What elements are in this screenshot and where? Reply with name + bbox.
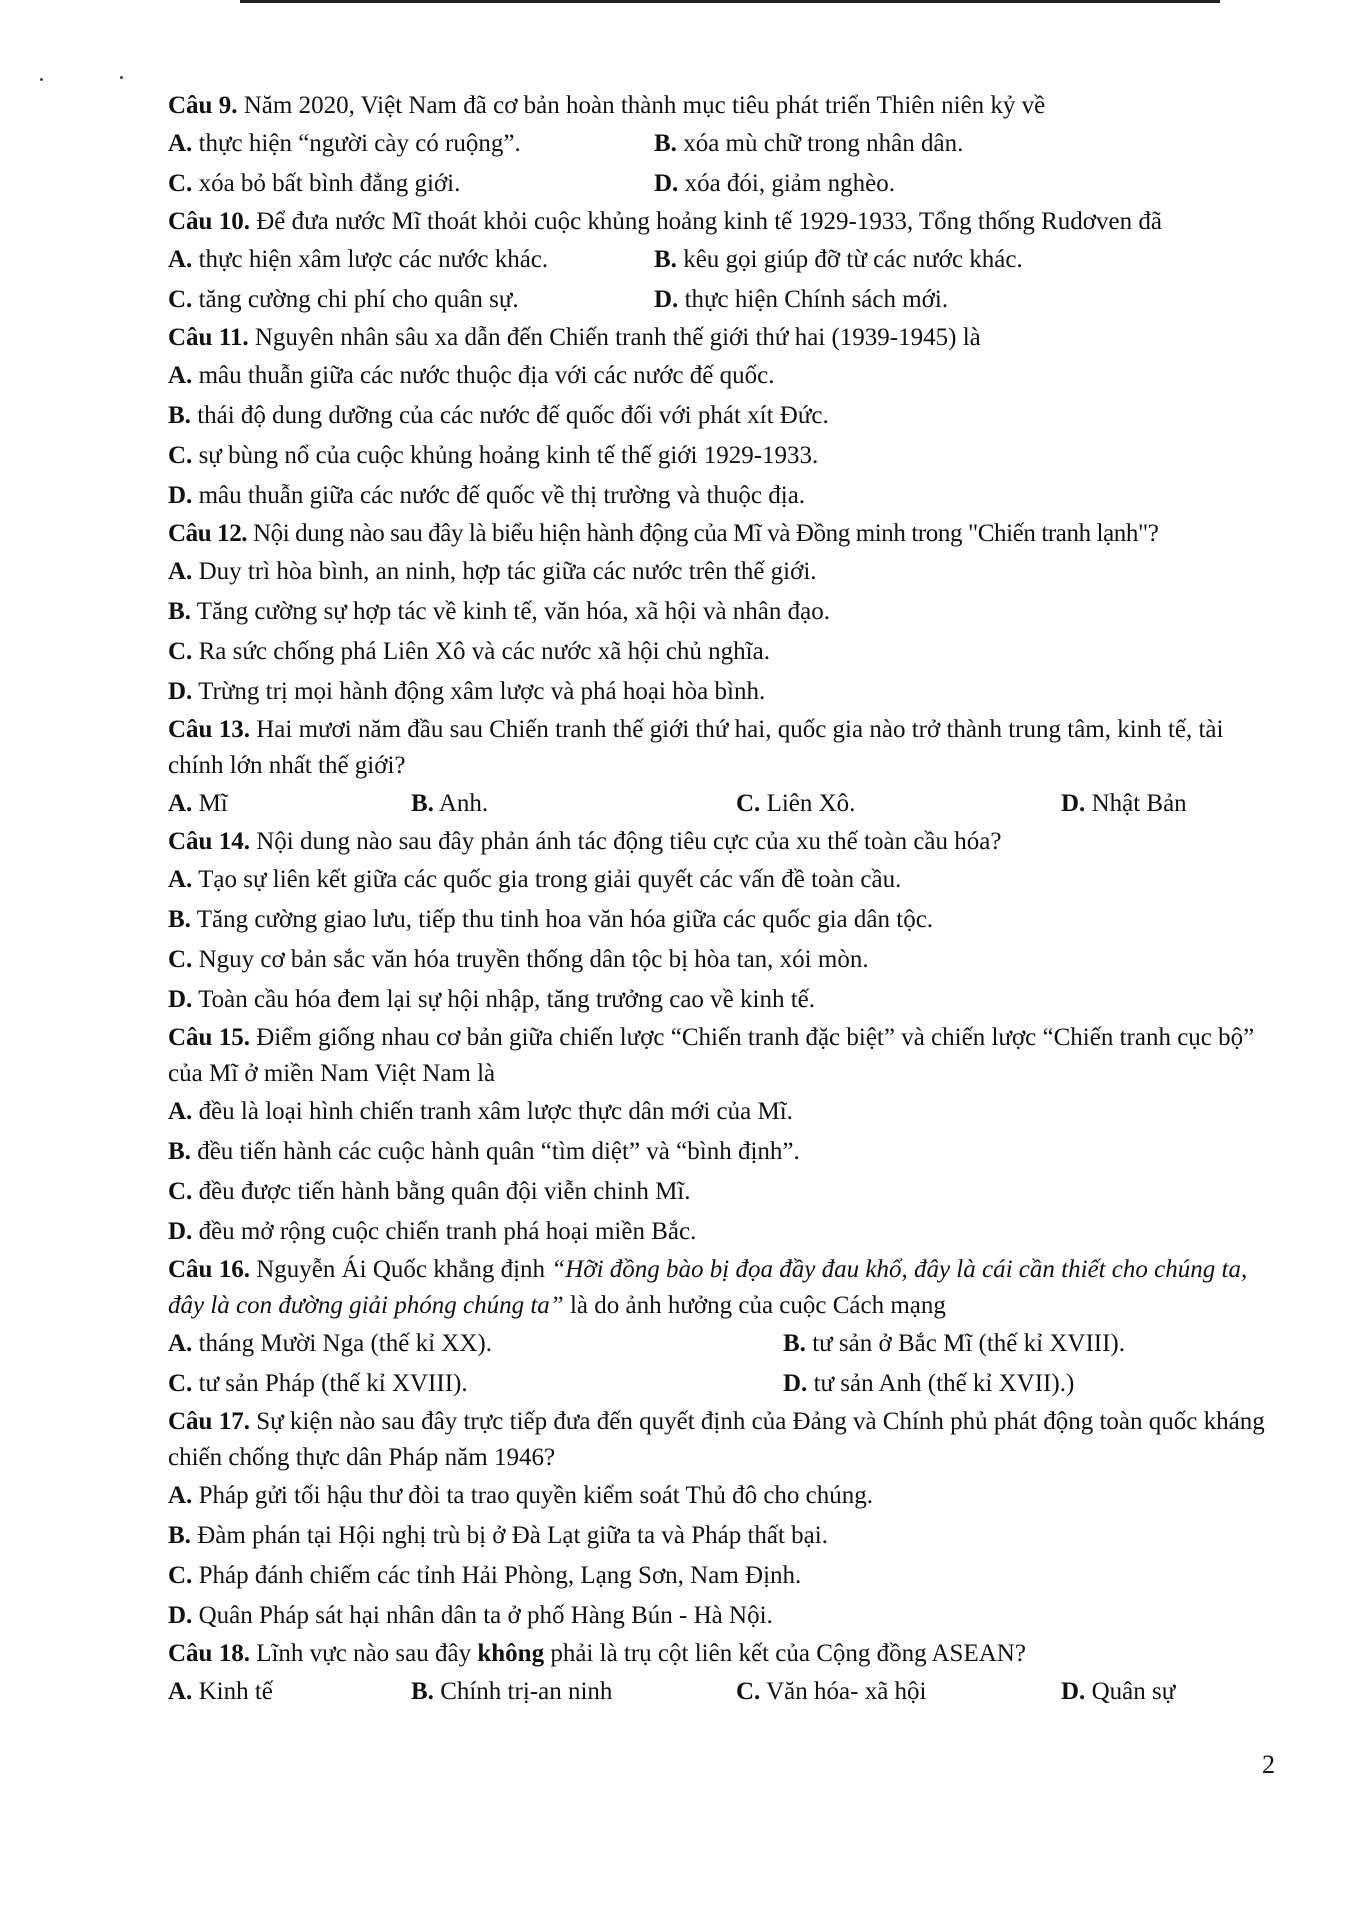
option-d: [168, 980, 1278, 1020]
option-text: Nhật Bản: [1091, 790, 1187, 817]
option-letter: D.: [654, 170, 679, 197]
option-letter: D.: [783, 1370, 808, 1397]
option-letter: C.: [168, 638, 193, 665]
option-text: Ra sức chống phá Liên Xô và các nước xã hội chủ nghĩa.: [198, 638, 770, 665]
option-letter: B.: [168, 598, 191, 625]
option-text: kêu gọi giúp đỡ từ các nước khác.: [683, 246, 1023, 273]
option-text: Tạo sự liên kết giữa các quốc gia trong giải quyết các vấn đề toàn cầu.: [198, 866, 902, 893]
question-stem: [168, 824, 1278, 860]
option-letter: D.: [168, 1602, 193, 1629]
option-letter: D.: [654, 286, 679, 313]
option-letter: D.: [168, 482, 193, 509]
question-text: Nội dung nào sau đây là biểu hiện hành động của Mĩ và Đồng minh trong "Chiến tranh lạnh"?: [253, 520, 1159, 547]
option-letter: A.: [168, 1098, 193, 1125]
option-c: [168, 632, 1278, 672]
option-text: thái độ dung dưỡng của các nước đế quốc đối với phát xít Đức.: [197, 402, 829, 429]
question-stem: [168, 204, 1278, 240]
option-letter: A.: [168, 1482, 193, 1509]
question-14: [168, 824, 1278, 1020]
question-text: Hai mươi năm đầu sau Chiến tranh thế giới thứ hai, quốc gia nào trở thành trung tâm, kinh tế, tài chính lớn nhất thế giới?: [168, 716, 1224, 779]
option-text: xóa đói, giảm nghèo.: [684, 170, 895, 197]
option-text: tháng Mười Nga (thế kỉ XX).: [198, 1330, 492, 1357]
option-letter: A.: [168, 866, 193, 893]
option-text: xóa bỏ bất bình đẳng giới.: [198, 170, 461, 197]
option-d: [1061, 784, 1187, 824]
option-text: tăng cường chi phí cho quân sự.: [198, 286, 519, 313]
question-stem: [168, 88, 1278, 124]
option-letter: A.: [168, 246, 193, 273]
question-text: Năm 2020, Việt Nam đã cơ bản hoàn thành mục tiêu phát triển Thiên niên kỷ về: [243, 92, 1046, 119]
option-d: [654, 164, 895, 204]
question-text: Lĩnh vực nào sau đây: [256, 1640, 478, 1667]
option-letter: C.: [168, 1370, 193, 1397]
option-a: [168, 1092, 1278, 1132]
question-stem: [168, 1404, 1278, 1476]
option-c: [168, 164, 654, 204]
option-text: Văn hóa- xã hội: [766, 1678, 927, 1705]
option-text: sự bùng nổ của cuộc khủng hoảng kinh tế thế giới 1929-1933.: [198, 442, 819, 469]
option-text: Kinh tế: [198, 1678, 273, 1705]
option-letter: A.: [168, 130, 193, 157]
option-a: [168, 124, 654, 164]
question-label: Câu 11.: [168, 324, 249, 351]
option-b: [783, 1324, 1125, 1364]
option-c: [168, 940, 1278, 980]
option-letter: B.: [168, 1138, 191, 1165]
question-stem: [168, 1636, 1278, 1672]
question-stem: [168, 1252, 1278, 1324]
option-b: [411, 1672, 736, 1712]
option-a: [168, 784, 411, 824]
option-letter: C.: [168, 170, 193, 197]
question-stem: [168, 712, 1278, 784]
option-text: Quân Pháp sát hại nhân dân ta ở phố Hàng Bún - Hà Nội.: [198, 1602, 773, 1629]
option-text: Liên Xô.: [766, 790, 856, 817]
option-d: [168, 672, 1278, 712]
option-text: Mĩ: [198, 790, 228, 817]
option-d: [654, 280, 948, 320]
option-letter: D.: [1061, 1678, 1086, 1705]
option-c: [736, 1672, 1061, 1712]
question-12: [168, 516, 1278, 712]
option-d: [1061, 1672, 1175, 1712]
question-label: Câu 17.: [168, 1408, 250, 1435]
option-letter: C.: [168, 286, 193, 313]
option-text: Chính trị-an ninh: [440, 1678, 613, 1705]
option-text: Duy trì hòa bình, an ninh, hợp tác giữa các nước trên thế giới.: [198, 558, 817, 585]
question-label: Câu 13.: [168, 716, 250, 743]
question-13: [168, 712, 1278, 824]
option-letter: B.: [654, 246, 677, 273]
question-text: là do ảnh hưởng của cuộc Cách mạng: [563, 1292, 946, 1319]
question-10: [168, 204, 1278, 320]
option-d: [168, 1596, 1278, 1636]
scan-speck: [120, 76, 123, 79]
option-text: Nguy cơ bản sắc văn hóa truyền thống dân tộc bị hòa tan, xói mòn.: [198, 946, 869, 973]
question-label: Câu 12.: [168, 520, 248, 547]
question-sheet: [168, 88, 1278, 1712]
option-text: Toàn cầu hóa đem lại sự hội nhập, tăng trưởng cao về kinh tế.: [198, 986, 815, 1013]
question-quote: “Hỡi đồng bào bị đọa đầy đau khổ, đây là cái cần thiết cho chúng ta, đây là con đường giải phóng chúng ta”: [168, 1256, 1248, 1319]
question-stem: [168, 320, 1278, 356]
question-text: Nguyên nhân sâu xa dẫn đến Chiến tranh thế giới thứ hai (1939-1945) là: [254, 324, 981, 351]
option-letter: B.: [168, 402, 191, 429]
option-b: [168, 396, 1278, 436]
option-a: [168, 1672, 411, 1712]
question-emphasis: không: [477, 1640, 545, 1667]
option-text: Pháp gửi tối hậu thư đòi ta trao quyền kiểm soát Thủ đô cho chúng.: [198, 1482, 874, 1509]
option-text: Pháp đánh chiếm các tỉnh Hải Phòng, Lạng Sơn, Nam Định.: [198, 1562, 802, 1589]
option-letter: B.: [411, 1678, 434, 1705]
option-text: thực hiện “người cày có ruộng”.: [198, 130, 521, 157]
option-b: [411, 784, 736, 824]
option-text: Anh.: [438, 790, 489, 817]
option-letter: C.: [736, 1678, 761, 1705]
option-d: [168, 1212, 1278, 1252]
question-label: Câu 9.: [168, 92, 238, 119]
question-stem: [168, 516, 1278, 552]
question-text: Sự kiện nào sau đây trực tiếp đưa đến quyết định của Đảng và Chính phủ phát động toàn quốc kháng chiến chống thực dân Pháp năm 1946?: [168, 1408, 1265, 1471]
question-text: Nội dung nào sau đây phản ánh tác động tiêu cực của xu thế toàn cầu hóa?: [256, 828, 1002, 855]
option-letter: C.: [168, 1178, 193, 1205]
option-text: Trừng trị mọi hành động xâm lược và phá hoại hòa bình.: [198, 678, 766, 705]
option-letter: D.: [1061, 790, 1086, 817]
option-a: [168, 240, 654, 280]
option-a: [168, 552, 1278, 592]
question-text: Để đưa nước Mĩ thoát khỏi cuộc khủng hoảng kinh tế 1929-1933, Tổng thống Rudơven đã: [256, 208, 1162, 235]
question-17: [168, 1404, 1278, 1636]
option-a: [168, 1476, 1278, 1516]
question-15: [168, 1020, 1278, 1252]
option-c: [168, 1172, 1278, 1212]
option-b: [654, 124, 963, 164]
option-text: đều là loại hình chiến tranh xâm lược thực dân mới của Mĩ.: [198, 1098, 793, 1125]
question-label: Câu 16.: [168, 1256, 250, 1283]
question-text: Điểm giống nhau cơ bản giữa chiến lược “Chiến tranh đặc biệt” và chiến lược “Chiến tranh cục bộ” của Mĩ ở miền Nam Việt Nam là: [168, 1024, 1255, 1087]
option-text: Tăng cường giao lưu, tiếp thu tinh hoa văn hóa giữa các quốc gia dân tộc.: [196, 906, 934, 933]
question-label: Câu 15.: [168, 1024, 250, 1051]
question-18: [168, 1636, 1278, 1712]
scan-speck: [40, 78, 43, 81]
option-letter: A.: [168, 790, 193, 817]
option-letter: B.: [168, 906, 191, 933]
option-b: [654, 240, 1023, 280]
option-text: đều được tiến hành bằng quân đội viễn chinh Mĩ.: [198, 1178, 691, 1205]
top-border-line: [240, 0, 1220, 3]
option-c: [168, 1364, 783, 1404]
option-text: thực hiện xâm lược các nước khác.: [198, 246, 549, 273]
option-a: [168, 356, 1278, 396]
option-text: tư sản ở Bắc Mĩ (thế kỉ XVIII).: [812, 1330, 1125, 1357]
question-label: Câu 18.: [168, 1640, 250, 1667]
option-text: Quân sự: [1091, 1678, 1176, 1705]
option-d: [783, 1364, 1074, 1404]
option-letter: D.: [168, 1218, 193, 1245]
question-label: Câu 14.: [168, 828, 250, 855]
option-text: tư sản Pháp (thế kỉ XVIII).: [198, 1370, 468, 1397]
option-letter: A.: [168, 558, 193, 585]
option-letter: A.: [168, 1678, 193, 1705]
option-text: Tăng cường sự hợp tác về kinh tế, văn hóa, xã hội và nhân đạo.: [196, 598, 830, 625]
option-text: thực hiện Chính sách mới.: [684, 286, 949, 313]
question-text: Nguyễn Ái Quốc khẳng định: [256, 1256, 552, 1283]
option-b: [168, 1516, 1278, 1556]
option-text: mâu thuẫn giữa các nước thuộc địa với các nước đế quốc.: [198, 362, 775, 389]
option-text: đều mở rộng cuộc chiến tranh phá hoại miền Bắc.: [198, 1218, 697, 1245]
option-text: Đàm phán tại Hội nghị trù bị ở Đà Lạt giữa ta và Pháp thất bại.: [197, 1522, 828, 1549]
option-c: [736, 784, 1061, 824]
option-letter: A.: [168, 1330, 193, 1357]
option-a: [168, 860, 1278, 900]
page-number: 2: [1262, 1750, 1275, 1779]
question-9: [168, 88, 1278, 204]
option-text: tư sản Anh (thế kỉ XVII).): [813, 1370, 1075, 1397]
option-letter: C.: [168, 442, 193, 469]
option-c: [168, 280, 654, 320]
option-letter: C.: [168, 946, 193, 973]
option-text: xóa mù chữ trong nhân dân.: [683, 130, 964, 157]
option-letter: B.: [168, 1522, 191, 1549]
question-stem: [168, 1020, 1278, 1092]
option-letter: B.: [411, 790, 434, 817]
option-b: [168, 592, 1278, 632]
question-16: [168, 1252, 1278, 1404]
option-letter: D.: [168, 678, 193, 705]
option-d: [168, 476, 1278, 516]
option-letter: A.: [168, 362, 193, 389]
option-letter: C.: [736, 790, 761, 817]
option-c: [168, 1556, 1278, 1596]
question-text: phải là trụ cột liên kết của Cộng đồng ASEAN?: [544, 1640, 1026, 1667]
option-text: mâu thuẫn giữa các nước đế quốc về thị trường và thuộc địa.: [198, 482, 806, 509]
option-letter: B.: [783, 1330, 806, 1357]
option-text: đều tiến hành các cuộc hành quân “tìm diệt” và “bình định”.: [197, 1138, 800, 1165]
option-a: [168, 1324, 783, 1364]
option-letter: C.: [168, 1562, 193, 1589]
option-letter: D.: [168, 986, 193, 1013]
option-letter: B.: [654, 130, 677, 157]
question-11: [168, 320, 1278, 516]
option-b: [168, 1132, 1278, 1172]
question-label: Câu 10.: [168, 208, 250, 235]
option-c: [168, 436, 1278, 476]
option-b: [168, 900, 1278, 940]
